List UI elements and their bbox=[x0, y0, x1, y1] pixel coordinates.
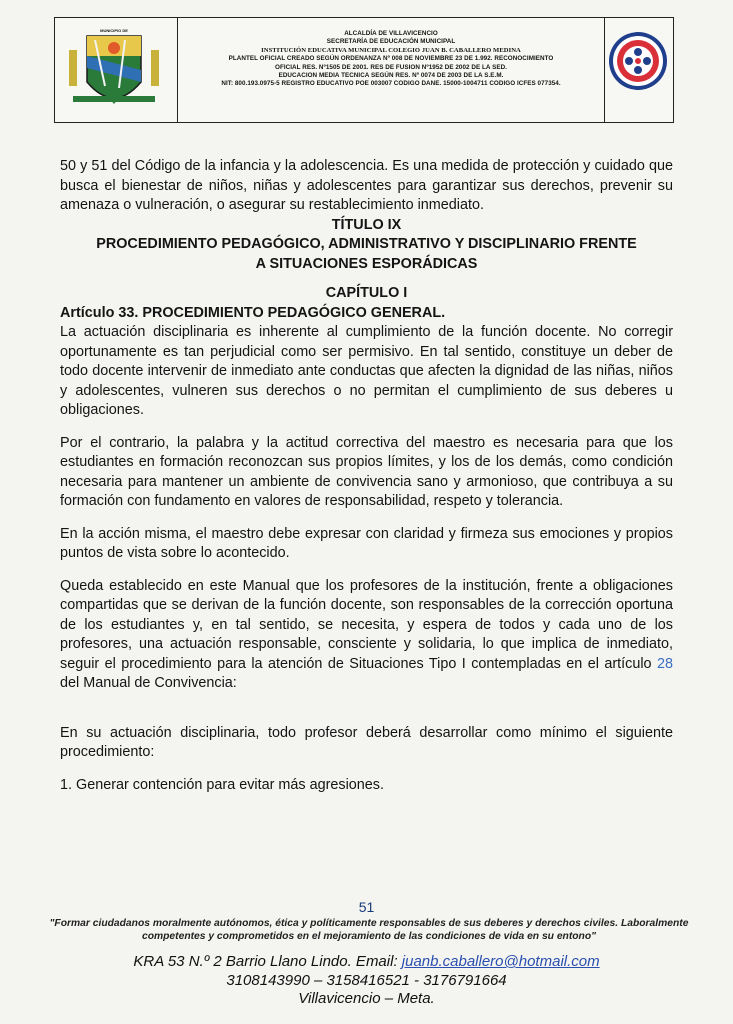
title-name-line-1: PROCEDIMIENTO PEDAGÓGICO, ADMINISTRATIVO Y DISCIPLINARIO FRENTE bbox=[96, 236, 637, 252]
document-body bbox=[60, 157, 673, 795]
page-number: 51 bbox=[358, 899, 375, 915]
paragraph-2: Por el contrario, la palabra y la actitud correctiva del maestro es necesaria para que los estudiantes en formación reconozcan sus propios límites, y los de los demás, como condición necesaria para mantener un ambiente de convivencia sano y armonioso, que contribuya a su formación con fundamento en valores de responsabilidad, respeto y tolerancia. bbox=[60, 434, 673, 509]
crest-cell bbox=[55, 18, 178, 122]
list-item-1: 1. Generar contención para evitar más agresiones. bbox=[60, 776, 384, 793]
letterhead-line: OFICIAL RES. Nº1505 DE 2001. RES DE FUSION Nº1952 DE 2002 DE LA SED. bbox=[275, 63, 507, 71]
institution-motto bbox=[14, 917, 724, 943]
seal-cell bbox=[604, 18, 673, 122]
phone-numbers: 3108143990 – 3158416521 - 3176791664 bbox=[226, 971, 507, 989]
letterhead-text bbox=[178, 18, 604, 122]
paragraph-4-text: Queda establecido en este Manual que los profesores de la institución, frente a obligaciones compartidas que se derivan de la función docente, son responsables de la corrección oportuna de los estudiantes y, en tal sentido, se necesita, y espera de todos y cada uno de los profesores, una actuación responsable, consciente y solidaria, lo que implica de inmediato, seguir el procedimiento para la atención de Situaciones Tipo I contempladas en el artículo bbox=[60, 577, 673, 672]
address-text: KRA 53 N.º 2 Barrio Llano Lindo. Email: bbox=[133, 953, 402, 970]
email-link[interactable]: juanb.caballero@hotmail.com bbox=[401, 953, 600, 970]
letterhead-line: PLANTEL OFICIAL CREADO SEGÚN ORDENANZA Nº 008 DE NOVIEMBRE 23 DE 1.992. RECONOCIMIENTO bbox=[228, 55, 554, 63]
intro-paragraph: 50 y 51 del Código de la infancia y la adolescencia. Es una medida de protección y cuidado que busca el bienestar de niños, niñas y adolescentes para garantizar sus derechos, prevenir su amenaza o vulneración, o asegurar su restablecimiento inmediato. bbox=[60, 158, 673, 213]
address-line bbox=[0, 953, 733, 972]
city-line: Villavicencio – Meta. bbox=[298, 990, 435, 1007]
letterhead-line: NIT: 800.193.0975-5 REGISTRO EDUCATIVO POE 003007 CODIGO DANE. 15000-1004711 CODIGO ICFES 077354. bbox=[221, 80, 561, 88]
paragraph-4-tail: del Manual de Convivencia: bbox=[60, 675, 237, 691]
paragraph-3: En la acción misma, el maestro debe expresar con claridad y firmeza sus emociones y propios puntos de vista sobre lo acontecido. bbox=[60, 525, 673, 561]
school-seal-icon bbox=[607, 30, 669, 92]
letterhead bbox=[54, 17, 674, 123]
municipal-crest-icon bbox=[65, 26, 163, 116]
article-heading: Artículo 33. PROCEDIMIENTO PEDAGÓGICO GENERAL. bbox=[60, 304, 446, 321]
title-name-line-2: A SITUACIONES ESPORÁDICAS bbox=[255, 255, 478, 272]
letterhead-line: SECRETARÍA DE EDUCACIÓN MUNICIPAL bbox=[326, 38, 456, 46]
footer-contact bbox=[0, 953, 733, 1009]
paragraph-4 bbox=[60, 577, 673, 694]
letterhead-institution: INSTITUCIÓN EDUCATIVA MUNICIPAL COLEGIO JUAN B. CABALLERO MEDINA bbox=[261, 46, 521, 54]
motto-line-1: "Formar ciudadanos moralmente autónomos, ética y políticamente responsables de sus deberes y derechos civiles. Laboralmente bbox=[49, 918, 689, 929]
letterhead-line: EDUCACION MEDIA TECNICA SEGÚN RES. Nº 0074 DE 2003 DE LA S.E.M. bbox=[278, 72, 504, 80]
crest-banner: MUNICIPIO DE bbox=[100, 28, 128, 33]
chapter-heading: CAPÍTULO I bbox=[325, 285, 408, 301]
title-heading: TÍTULO IX bbox=[331, 216, 402, 233]
motto-line-2: competentes y comprometidos en el mejoramiento de las condiciones de vida en su entono" bbox=[141, 931, 597, 942]
article-28-link[interactable]: 28 bbox=[656, 655, 673, 672]
paragraph-1: La actuación disciplinaria es inherente al cumplimiento de la función docente. No corregir oportunamente es tan perjudicial como ser permisivo. En tal sentido, constituye un deber de todo docente intervenir de inmediato ante conductas que afecten la dignidad de las niñas, niños y adolescentes, vulneren sus derechos o no permitan el cumplimiento de sus deberes u obligaciones. bbox=[60, 324, 673, 418]
paragraph-5: En su actuación disciplinaria, todo profesor deberá desarrollar como mínimo el siguiente procedimiento: bbox=[60, 724, 673, 760]
letterhead-line: ALCALDÍA DE VILLAVICENCIO bbox=[344, 30, 438, 37]
